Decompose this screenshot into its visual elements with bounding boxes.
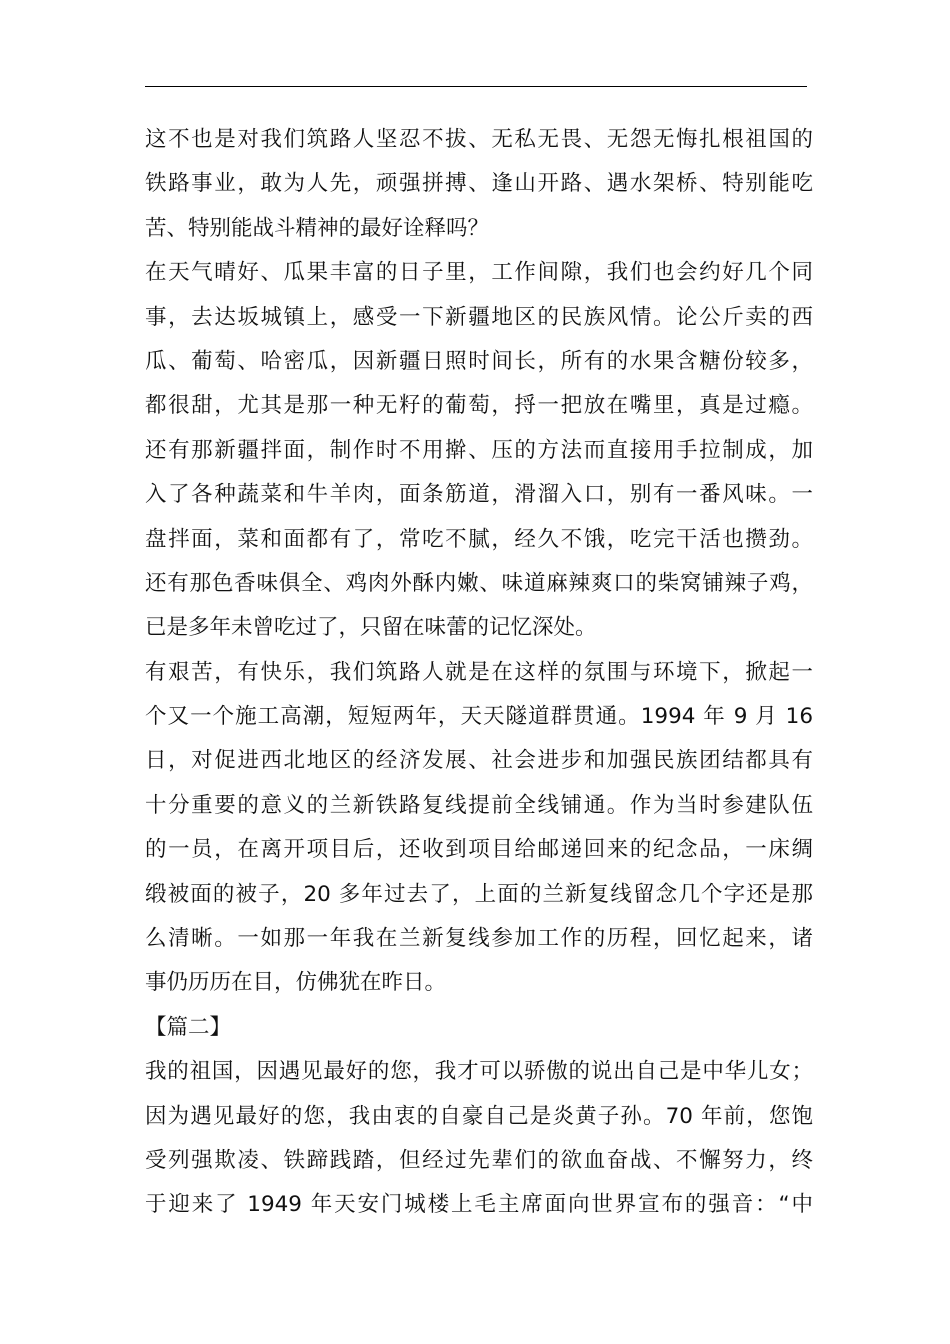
text-line: 十分重要的意义的兰新铁路复线提前全线铺通。作为当时参建队伍 xyxy=(145,792,813,818)
text-line: 铁路事业，敢为人先，顽强拼搏、逢山开路、遇水架桥、特别能吃 xyxy=(145,171,813,197)
text-line: 于迎来了 1949 年天安门城楼上毛主席面向世界宣布的强音：“中 xyxy=(145,1192,813,1218)
text-line: 这不也是对我们筑路人坚忍不拔、无私无畏、无怨无悔扎根祖国的 xyxy=(145,127,813,152)
text-line: 有艰苦，有快乐，我们筑路人就是在这样的氛围与环境下，掀起一 xyxy=(145,659,813,685)
text-line: 还有那色香味俱全、鸡肉外酥内嫩、味道麻辣爽口的柴窝铺辣子鸡， xyxy=(145,570,813,596)
text-line: 入了各种蔬菜和牛羊肉，面条筋道，滑溜入口，别有一番风味。一 xyxy=(145,482,813,508)
text-line: 还有那新疆拌面，制作时不用擀、压的方法而直接用手拉制成，加 xyxy=(145,437,813,463)
text-line: 么清晰。一如那一年我在兰新复线参加工作的历程，回忆起来，诸 xyxy=(145,926,813,952)
text-line: 【篇二】 xyxy=(145,1014,232,1040)
text-line: 在天气晴好、瓜果丰富的日子里，工作间隙，我们也会约好几个同 xyxy=(145,260,813,286)
text-line: 事，去达坂城镇上，感受一下新疆地区的民族风情。论公斤卖的西 xyxy=(145,304,813,330)
body-text xyxy=(145,118,813,1228)
text-line: 已是多年未曾吃过了，只留在味蕾的记忆深处。 xyxy=(145,615,597,641)
text-line: 事仍历历在目，仿佛犹在昨日。 xyxy=(145,970,447,996)
text-line: 苦、特别能战斗精神的最好诠释吗？ xyxy=(145,215,490,241)
text-line: 都很甜，尤其是那一种无籽的葡萄，捋一把放在嘴里，真是过瘾。 xyxy=(145,393,813,419)
text-line: 缎被面的被子，20 多年过去了，上面的兰新复线留念几个字还是那 xyxy=(145,881,813,907)
text-line: 个又一个施工高潮，短短两年，天天隧道群贯通。1994 年 9 月 16 xyxy=(145,704,813,730)
text-line: 受列强欺凌、铁蹄践踏，但经过先辈们的欲血奋战、不懈努力，终 xyxy=(145,1147,813,1173)
text-line: 盘拌面，菜和面都有了，常吃不腻，经久不饿，吃完干活也攒劲。 xyxy=(145,526,813,552)
text-line: 的一员，在离开项目后，还收到项目给邮递回来的纪念品，一床绸 xyxy=(145,837,813,863)
text-line: 因为遇见最好的您，我由衷的自豪自己是炎黄子孙。70 年前，您饱 xyxy=(145,1103,813,1129)
text-line: 瓜、葡萄、哈密瓜，因新疆日照时间长，所有的水果含糖份较多， xyxy=(145,348,813,374)
text-line: 我的祖国，因遇见最好的您，我才可以骄傲的说出自己是中华儿女； xyxy=(145,1059,813,1085)
header-rule xyxy=(145,86,807,87)
text-line: 日，对促进西北地区的经济发展、社会进步和加强民族团结都具有 xyxy=(145,748,813,774)
